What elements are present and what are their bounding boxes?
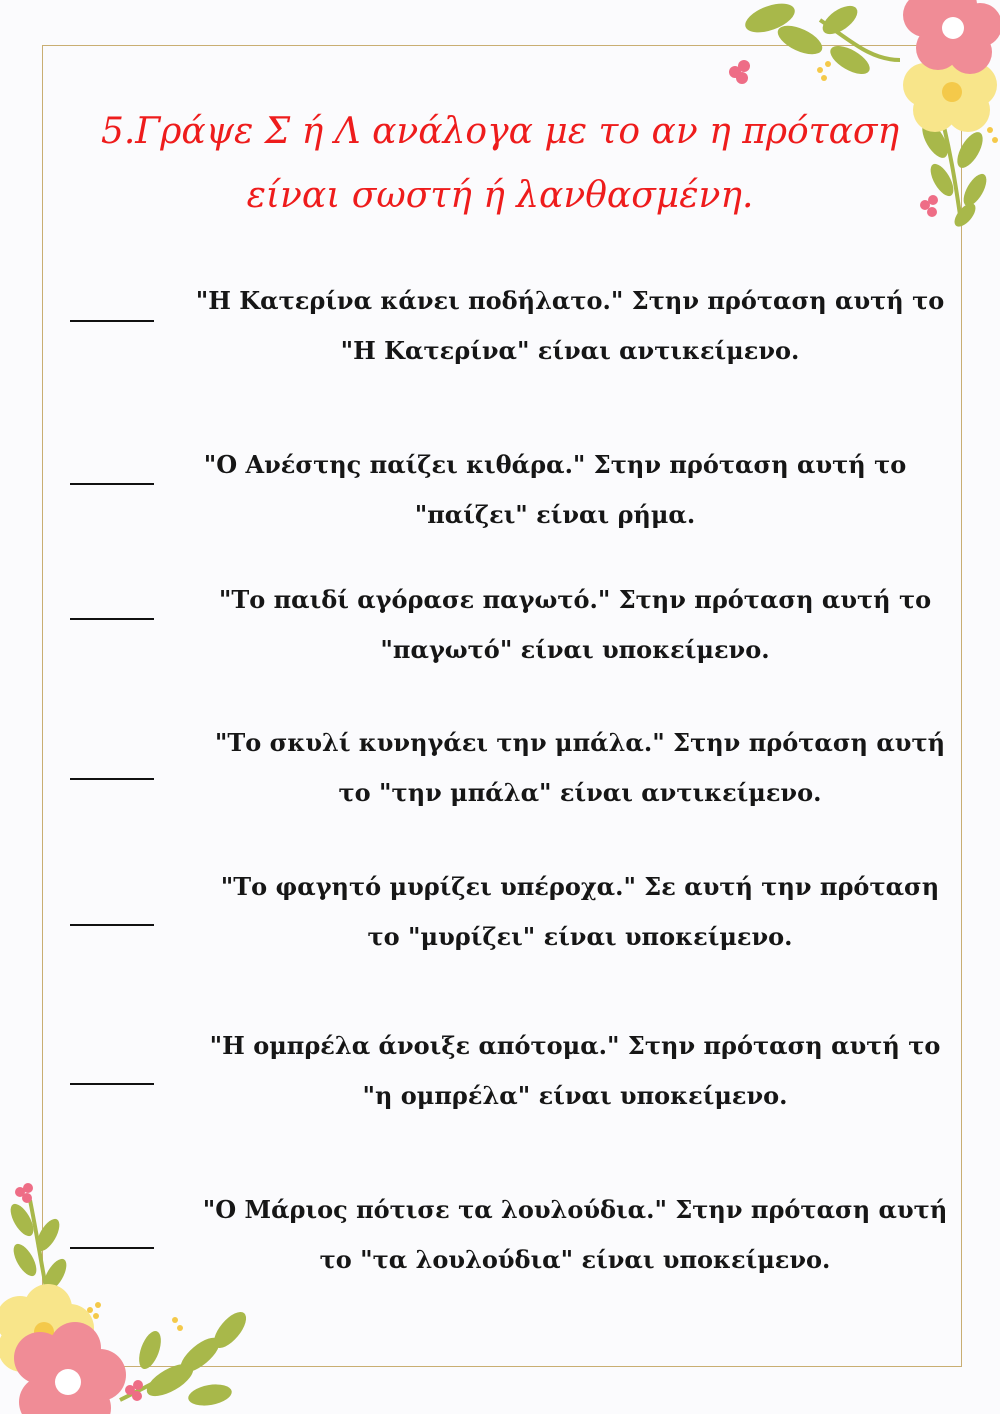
exercise-title <box>80 100 920 228</box>
page-border <box>42 45 962 1367</box>
answer-blank-2[interactable] <box>70 483 154 485</box>
answer-blank-1[interactable] <box>70 320 154 322</box>
statement-line-1: "Ο Ανέστης παίζει κιθάρα." Στην πρόταση αυτή το <box>203 450 907 479</box>
question-statement-1 <box>190 276 950 376</box>
question-statement-4 <box>200 718 960 818</box>
statement-line-2: "παίζει" είναι ρήμα. <box>414 500 696 529</box>
question-item-2 <box>0 440 1000 550</box>
title-line-1: 5.Γράψε Σ ή Λ ανάλογα με το αν η πρόταση <box>100 111 900 152</box>
answer-blank-6[interactable] <box>70 1083 154 1085</box>
statement-line-2: το "μυρίζει" είναι υποκείμενο. <box>367 922 793 951</box>
question-statement-7 <box>195 1185 955 1285</box>
statement-line-1: "Ο Μάριος πότισε τα λουλούδια." Στην πρόταση αυτή <box>202 1195 948 1224</box>
statement-line-2: το "τα λουλούδια" είναι υποκείμενο. <box>319 1245 831 1274</box>
question-item-1 <box>0 276 1000 386</box>
statement-line-2: "Η Κατερίνα" είναι αντικείμενο. <box>340 336 800 365</box>
question-item-6 <box>0 1021 1000 1131</box>
answer-blank-7[interactable] <box>70 1247 154 1249</box>
question-item-3 <box>0 575 1000 685</box>
statement-line-2: "η ομπρέλα" είναι υποκείμενο. <box>362 1081 788 1110</box>
answer-blank-5[interactable] <box>70 924 154 926</box>
answer-blank-4[interactable] <box>70 778 154 780</box>
statement-line-1: "Το φαγητό μυρίζει υπέροχα." Σε αυτή την πρόταση <box>220 872 940 901</box>
statement-line-2: το "την μπάλα" είναι αντικείμενο. <box>338 778 822 807</box>
question-item-5 <box>0 862 1000 972</box>
question-item-7 <box>0 1185 1000 1295</box>
statement-line-1: "Το σκυλί κυνηγάει την μπάλα." Στην πρόταση αυτή <box>214 728 946 757</box>
answer-blank-3[interactable] <box>70 618 154 620</box>
title-line-2: είναι σωστή ή λανθασμένη. <box>246 175 754 216</box>
question-statement-6 <box>195 1021 955 1121</box>
statement-line-1: "Η Κατερίνα κάνει ποδήλατο." Στην πρόταση αυτή το <box>195 286 945 315</box>
question-statement-2 <box>175 440 935 540</box>
statement-line-1: "Το παιδί αγόρασε παγωτό." Στην πρόταση αυτή το <box>218 585 932 614</box>
question-statement-5 <box>200 862 960 962</box>
question-statement-3 <box>195 575 955 675</box>
statement-line-2: "παγωτό" είναι υποκείμενο. <box>380 635 770 664</box>
question-item-4 <box>0 718 1000 828</box>
statement-line-1: "Η ομπρέλα άνοιξε απότομα." Στην πρόταση αυτή το <box>209 1031 941 1060</box>
